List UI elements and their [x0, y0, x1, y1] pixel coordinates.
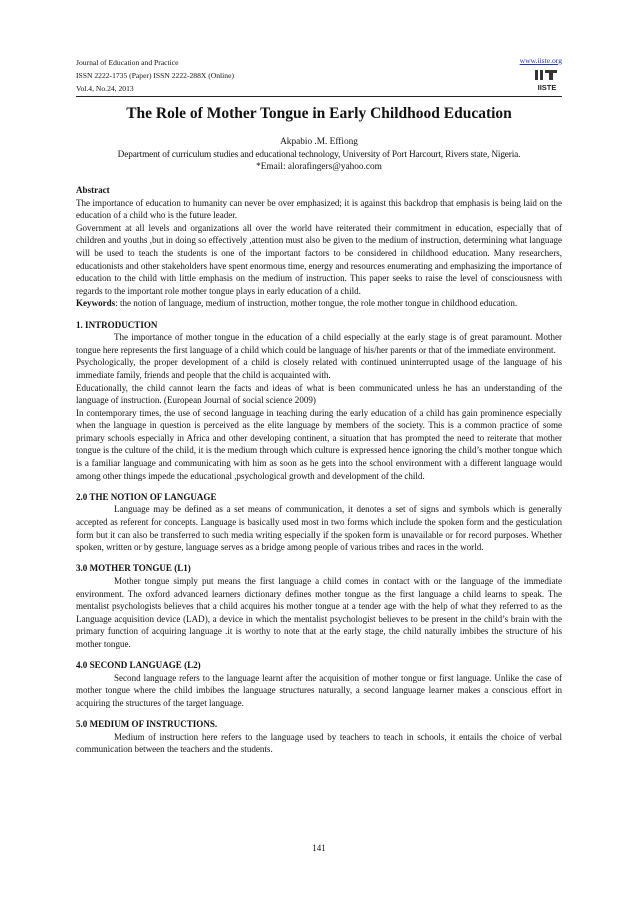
author-name: Akpabio .M. Effiong	[280, 137, 358, 147]
page-number: 141	[312, 843, 326, 853]
keywords	[76, 297, 562, 310]
section-paragraph: Language may be defined as a set means of communication, it denotes a set of signs and symbols which is generally accepted as referent for concepts. Language is basically used most in two forms which include the spoken form and the gesticulation form but it can also be transferred to such media writing especially if the spoken form is unavailable or for record purposes. Whether spoken, written or by gesture, language serves as a bridge among people of various tribes and races in the world.	[76, 504, 562, 553]
keywords-label: Keywords	[76, 298, 116, 309]
paper-title: The Role of Mother Tongue in Early Childhood Education	[126, 105, 512, 122]
svg-text:IISTE: IISTE	[537, 83, 557, 92]
author-block	[76, 136, 562, 174]
section-paragraph: Medium of instruction here refers to the language used by teachers to teach in schools, it entails the choice of verbal communication between the teachers and the students.	[76, 731, 562, 755]
section-heading: 4.0 SECOND LANGUAGE (L2)	[76, 660, 201, 671]
abstract-paragraph: The importance of education to humanity can never be over emphasized; it is against this backdrop that emphasis is being laid on the education of a child who is the future leader.	[76, 197, 562, 221]
section-heading: 5.0 MEDIUM OF INSTRUCTIONS.	[76, 719, 218, 730]
section-paragraph: Mother tongue simply put means the first language a child comes in contact with or the language of the immediate environment. The oxford advanced learners dictionary defines mother tongue as the first language a child learns to speak. The mentalist psychologists believes that a child acquires his mother tongue at a tender age with the help of what they referred to as the Language acquisition device (LAD), a device in which the mentalist psychologist believes to be present in the child’s brain with the primary function of acquiring language .it is worthy to note that at the early stage, the child naturally imbibes the structure of his mother tongue.	[76, 576, 562, 649]
section-paragraph: Second language refers to the language learnt after the acquisition of mother tongue or first language. Unlike the case of mother tongue where the child imbibes the language structures naturally, a second language learner makes a conscious effort in acquiring the structures of the target language.	[76, 672, 562, 708]
header-rule	[76, 96, 562, 97]
volume-line: Vol.4, No.24, 2013	[76, 84, 134, 93]
section-paragraph: Psychologically, the proper development of a child is closely related with continued uninterrupted usage of the language of his immediate family, friends and people that the child is acquainted with.	[76, 357, 562, 380]
journal-name: Journal of Education and Practice	[76, 58, 179, 67]
journal-url-link[interactable]: www.iiste.org	[519, 56, 562, 65]
author-email: *Email: alorafingers@yahoo.com	[256, 162, 382, 173]
section-heading: 1. INTRODUCTION	[76, 319, 158, 330]
iiste-logo	[534, 68, 560, 92]
section-heading: 2.0 THE NOTION OF LANGUAGE	[76, 491, 217, 502]
author-affiliation: Department of curriculum studies and educational technology, University of Port Harcourt, Rivers state, Nigeria.	[117, 149, 521, 160]
section-paragraph: Educationally, the child cannot learn the facts and ideas of what is been communicated unless he has an understanding of the language of instruction. (European Journal of social science 2009)	[76, 382, 562, 406]
keywords-text: : the notion of language, medium of instruction, mother tongue, the role mother tongue in childhood education.	[115, 298, 518, 309]
paper-body	[76, 184, 562, 756]
section-heading: 3.0 MOTHER TONGUE (L1)	[76, 563, 191, 574]
section-paragraph: In contemporary times, the use of second language in teaching during the early education of a child has gain prominence especially when the language in question is perceived as the elite language by members of the society. This is a common practice of some primary schools especially in Africa and other developing continent, a situation that has prompted the need to reiterate that mother tongue is the culture of the child, it is the medium through which culture is expressed hence ignoring the child’s mother tongue which is a familiar language and communicating with him as soon as he gets into the school environment with a different language would among other things impede the educational ,psychological growth and development of the child.	[76, 407, 562, 481]
section-paragraph: The importance of mother tongue in the education of a child especially at the early stage is of great paramount. Mother tongue here represents the first language of a child which could be language of his/her parents or that of the immediate environment.	[76, 332, 562, 355]
issn-line: ISSN 2222-1735 (Paper) ISSN 2222-288X (Online)	[76, 71, 234, 80]
running-header	[76, 56, 562, 96]
abstract-paragraph: Government at all levels and organizations all over the world have reiterated their commitment in education, especially that of children and youths ,but in doing so effectively ,attention must also be given to the medium of instruction, determining what language will be used to teach the students is one of the important factors to be considered in childhood education. Many researchers, educationists and other stakeholders have spent enormous time, energy and resources enumerating and emphasizing the importance of education to the child with little emphasis on the medium of instruction. This paper seeks to raise the level of consciousness with regards to the important role mother tongue plays in early education of a child.	[76, 222, 562, 296]
abstract-heading: Abstract	[76, 185, 110, 195]
